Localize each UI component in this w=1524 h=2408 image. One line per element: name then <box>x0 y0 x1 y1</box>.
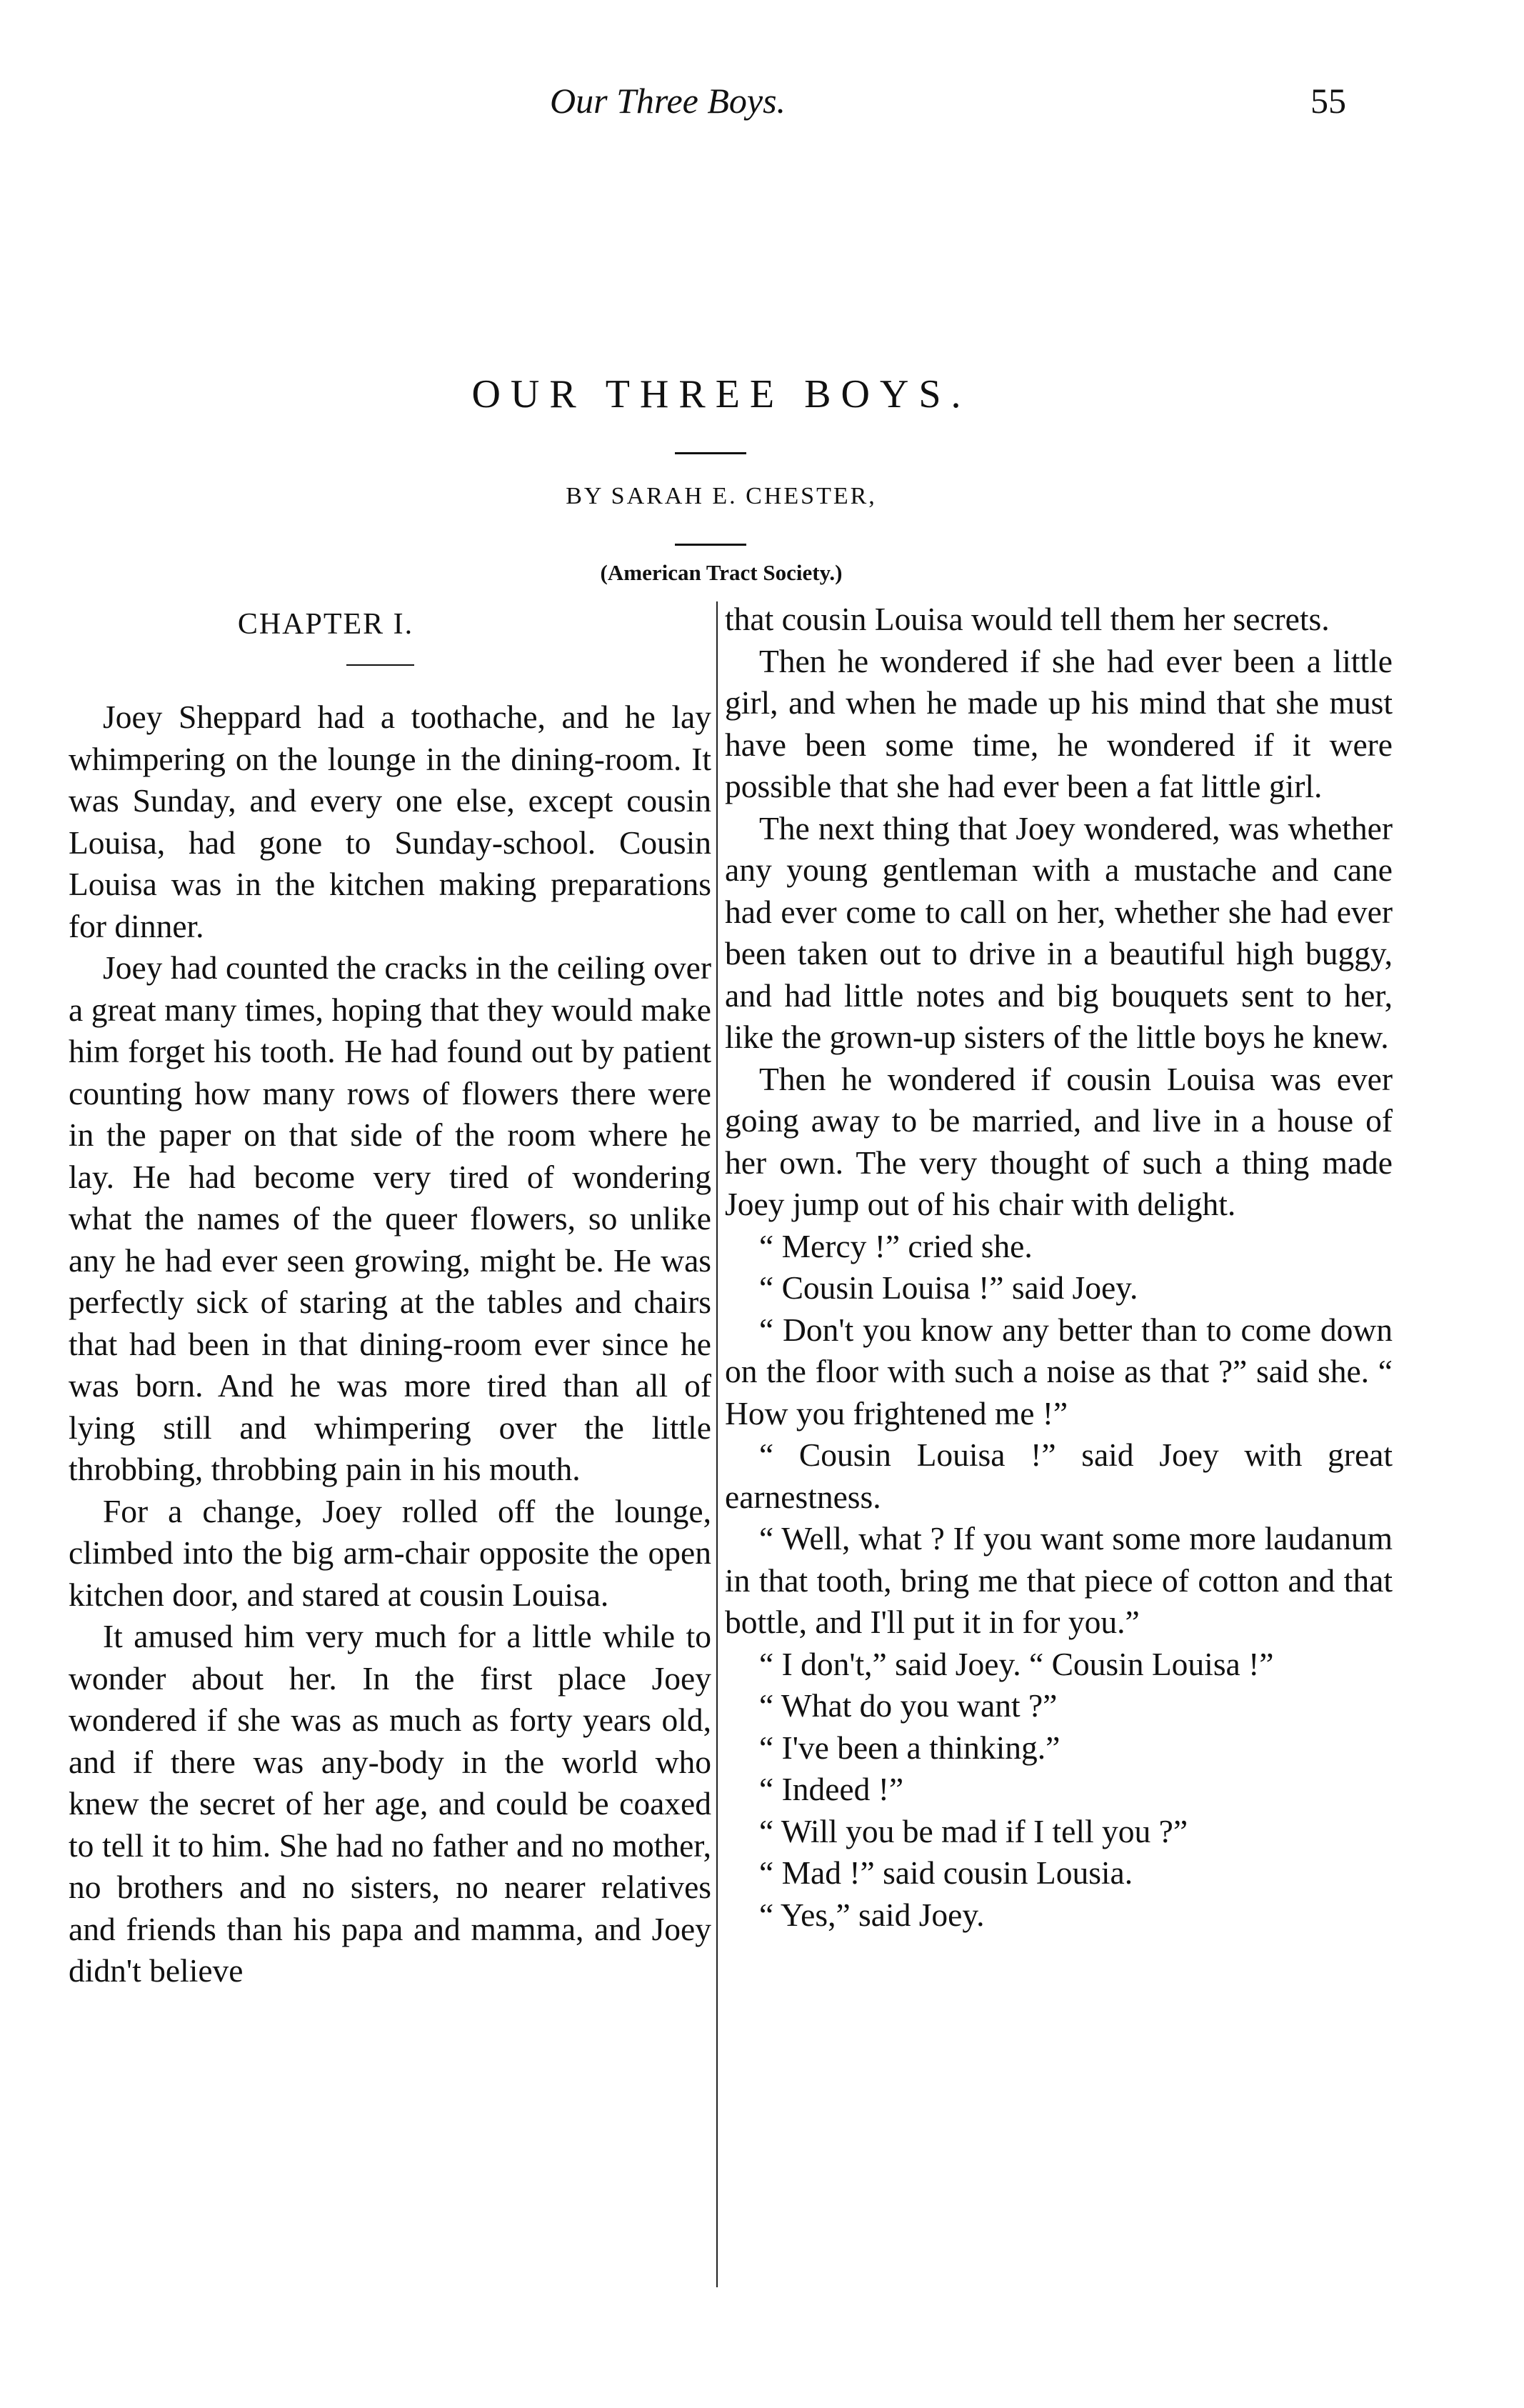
paragraph: For a change, Joey rolled off the lounge, climbed into the big arm-chair opposite the open kitchen door, and stared at cousin Louisa. <box>69 1492 711 1613</box>
dialogue-line: “ Yes,” said Joey. <box>759 1896 985 1933</box>
paragraph: It amused him very much for a little while to wonder about her. In the first place Joey wondered if she was as much as forty years old, and if there was any-body in the world who knew the secret of her age, and could be coaxed to tell it to him. She had no father and no mother, no brothers and no sisters, no nearer relatives and friends than his papa and mamma, and Joey didn't believe <box>69 1618 711 1989</box>
dialogue-line: “ Indeed !” <box>759 1771 904 1807</box>
paragraph-continuation: that cousin Louisa would tell them her secrets. <box>725 601 1330 637</box>
dialogue-line: “ Don't you know any better than to come down on the floor with such a noise as that ?” said she. “ How you frightened me !” <box>725 1311 1393 1432</box>
right-column <box>725 599 1393 1936</box>
dialogue-line: “ Will you be mad if I tell you ?” <box>759 1812 1188 1849</box>
column-divider <box>716 601 718 2287</box>
paragraph: Then he wondered if cousin Louisa was ever going away to be married, and live in a house of her own. The very thought of such a thing made Joey jump out of his chair with delight. <box>725 1060 1393 1222</box>
paragraph: Joey had counted the cracks in the ceiling over a great many times, hoping that they would make him forget his tooth. He had found out by patient counting how many rows of flowers there were in the paper on that side of the room where he lay. He had become very tired of wondering what the names of the queer flowers, so unlike any he had ever seen growing, might be. He was perfectly sick of staring at the tables and chairs that had been in that dining-room ever since he was born. And he was more tired than all of lying still and whimpering over the little throbbing, throbbing pain in his mouth. <box>69 949 711 1487</box>
chapter-heading: CHAPTER I. <box>237 608 414 641</box>
byline-rule <box>675 544 746 546</box>
dialogue-line: “ What do you want ?” <box>759 1687 1058 1724</box>
publisher-note: (American Tract Society.) <box>600 560 843 585</box>
article-title: OUR THREE BOYS. <box>471 372 971 416</box>
dialogue-line: “ Cousin Louisa !” said Joey. <box>759 1269 1138 1306</box>
byline: BY SARAH E. CHESTER, <box>566 483 877 509</box>
dialogue-line: “ I've been a thinking.” <box>759 1729 1061 1766</box>
left-column <box>69 696 711 1992</box>
dialogue-line: “ I don't,” said Joey. “ Cousin Louisa !” <box>759 1645 1274 1682</box>
dialogue-line: “ Cousin Louisa !” said Joey with great earnestness. <box>725 1437 1393 1515</box>
chapter-rule <box>346 664 414 666</box>
dialogue-line: “ Well, what ? If you want some more laudanum in that tooth, bring me that piece of cotton and that bottle, and I'll put it in for you.” <box>725 1520 1393 1640</box>
dialogue-line: “ Mad !” said cousin Lousia. <box>759 1854 1133 1891</box>
running-head-title: Our Three Boys. <box>550 81 786 121</box>
title-rule <box>675 452 746 454</box>
paragraph: Joey Sheppard had a toothache, and he lay whimpering on the lounge in the dining-room. It was Sunday, and every one else, except cousin Louisa, had gone to Sunday-school. Cousin Louisa was in the kitchen making preparations for dinner. <box>69 699 711 944</box>
paragraph: Then he wondered if she had ever been a little girl, and when he made up his mind that she must have been some time, he wondered if it were possible that she had ever been a fat little girl. <box>725 642 1393 804</box>
running-head <box>0 80 1524 130</box>
paragraph: The next thing that Joey wondered, was whether any young gentleman with a mustache and cane had ever come to call on her, whether she had ever been taken out to drive in a beautiful high buggy, and had little notes and big bouquets sent to her, like the grown-up sisters of the little boys he knew. <box>725 809 1393 1055</box>
page-number: 55 <box>1310 81 1346 121</box>
dialogue-line: “ Mercy !” cried she. <box>759 1227 1033 1264</box>
